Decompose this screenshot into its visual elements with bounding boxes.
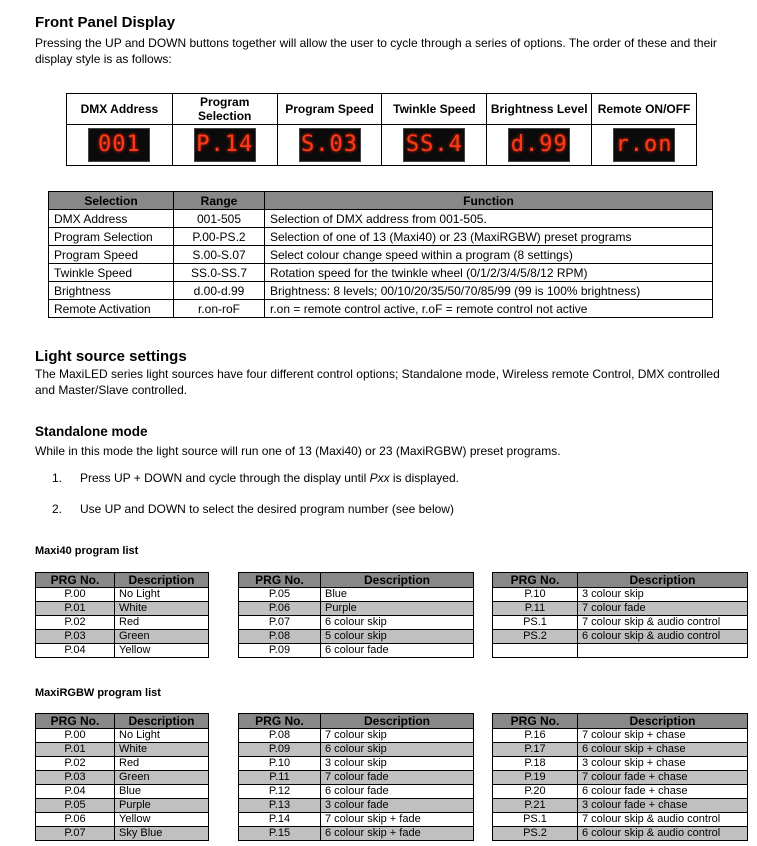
description-cell: 7 colour skip + chase bbox=[578, 729, 748, 743]
selection-cell: Twinkle Speed bbox=[49, 264, 174, 282]
prg-no-cell: P.15 bbox=[239, 827, 321, 841]
table-row bbox=[36, 630, 209, 644]
table-row bbox=[493, 743, 748, 757]
display-cell bbox=[487, 125, 592, 166]
selection-cell: Program Speed bbox=[49, 246, 174, 264]
table-row bbox=[239, 602, 474, 616]
standalone-text: While in this mode the light source will run one of 13 (Maxi40) or 23 (MaxiRGBW) preset programs. bbox=[35, 444, 561, 458]
display-label: Remote ON/OFF bbox=[592, 94, 697, 125]
selection-cell: DMX Address bbox=[49, 210, 174, 228]
description-cell: Sky Blue bbox=[115, 827, 209, 841]
step-text: is displayed. bbox=[389, 471, 459, 485]
table-row bbox=[493, 799, 748, 813]
front-panel-intro: Pressing the UP and DOWN buttons together will allow the user to cycle through a series of options. The order of these and their display style is as follows: bbox=[35, 36, 717, 66]
description-cell: Purple bbox=[115, 799, 209, 813]
step-number: 2. bbox=[52, 502, 63, 516]
description-cell: 6 colour fade bbox=[321, 785, 474, 799]
range-cell: d.00-d.99 bbox=[174, 282, 265, 300]
description-cell: Green bbox=[115, 771, 209, 785]
col-description: Description bbox=[321, 714, 474, 729]
prg-no-cell: P.10 bbox=[239, 757, 321, 771]
range-cell: SS.0-SS.7 bbox=[174, 264, 265, 282]
description-cell: Purple bbox=[321, 602, 474, 616]
table-row bbox=[239, 813, 474, 827]
prg-no-cell: P.02 bbox=[36, 757, 115, 771]
table-row bbox=[493, 588, 748, 602]
description-cell: 6 colour skip bbox=[321, 743, 474, 757]
table-row bbox=[36, 785, 209, 799]
description-cell: 6 colour fade bbox=[321, 644, 474, 658]
step-text: Use UP and DOWN to select the desired program number (see below) bbox=[80, 502, 454, 516]
col-function: Function bbox=[265, 192, 713, 210]
prg-no-cell: P.08 bbox=[239, 630, 321, 644]
display-label: Brightness Level bbox=[487, 94, 592, 125]
table-row bbox=[36, 813, 209, 827]
function-cell: Brightness: 8 levels; 00/10/20/35/50/70/85/99 (99 is 100% brightness) bbox=[265, 282, 713, 300]
function-cell: Selection of DMX address from 001-505. bbox=[265, 210, 713, 228]
prg-no-cell: P.04 bbox=[36, 785, 115, 799]
function-cell: Rotation speed for the twinkle wheel (0/1/2/3/4/5/8/12 RPM) bbox=[265, 264, 713, 282]
description-cell: Red bbox=[115, 616, 209, 630]
col-selection: Selection bbox=[49, 192, 174, 210]
prg-no-cell: P.02 bbox=[36, 616, 115, 630]
display-label: DMX Address bbox=[67, 94, 173, 125]
maxi40-program-table bbox=[492, 572, 748, 658]
prg-no-cell: P.16 bbox=[493, 729, 578, 743]
prg-no-cell: P.07 bbox=[36, 827, 115, 841]
prg-no-cell: P.05 bbox=[239, 588, 321, 602]
description-cell: 7 colour fade + chase bbox=[578, 771, 748, 785]
prg-no-cell: P.01 bbox=[36, 602, 115, 616]
table-row bbox=[239, 616, 474, 630]
light-source-heading: Light source settings bbox=[35, 348, 187, 365]
led-readout: S.03 bbox=[299, 128, 361, 162]
prg-no-cell: P.01 bbox=[36, 743, 115, 757]
maxirgbw-heading: MaxiRGBW program list bbox=[35, 687, 161, 699]
col-prg-no: PRG No. bbox=[493, 714, 578, 729]
description-cell: No Light bbox=[115, 729, 209, 743]
description-cell: White bbox=[115, 743, 209, 757]
prg-no-cell: P.14 bbox=[239, 813, 321, 827]
display-cell bbox=[67, 125, 173, 166]
table-row bbox=[493, 616, 748, 630]
prg-no-cell: PS.1 bbox=[493, 813, 578, 827]
standalone-heading: Standalone mode bbox=[35, 424, 148, 439]
table-row bbox=[493, 771, 748, 785]
prg-no-cell: PS.2 bbox=[493, 827, 578, 841]
table-row bbox=[49, 210, 713, 228]
prg-no-cell: P.18 bbox=[493, 757, 578, 771]
prg-no-cell: PS.2 bbox=[493, 630, 578, 644]
description-cell: 7 colour skip & audio control bbox=[578, 616, 748, 630]
description-cell: Yellow bbox=[115, 813, 209, 827]
prg-no-cell: PS.1 bbox=[493, 616, 578, 630]
function-cell: Selection of one of 13 (Maxi40) or 23 (MaxiRGBW) preset programs bbox=[265, 228, 713, 246]
prg-no-cell: P.17 bbox=[493, 743, 578, 757]
selection-cell: Brightness bbox=[49, 282, 174, 300]
col-prg-no: PRG No. bbox=[36, 714, 115, 729]
led-readout: r.on bbox=[613, 128, 675, 162]
description-cell: 3 colour fade bbox=[321, 799, 474, 813]
light-source-text: The MaxiLED series light sources have four different control options; Standalone mode, Wireless remote Control, DMX controlled and Master/Slave controlled. bbox=[35, 367, 720, 397]
display-label: Twinkle Speed bbox=[382, 94, 487, 125]
description-cell: 6 colour skip & audio control bbox=[578, 827, 748, 841]
table-row bbox=[36, 644, 209, 658]
range-cell: 001-505 bbox=[174, 210, 265, 228]
description-cell: 3 colour fade + chase bbox=[578, 799, 748, 813]
prg-no-cell: P.10 bbox=[493, 588, 578, 602]
maxirgbw-program-table bbox=[492, 713, 748, 841]
table-row bbox=[239, 799, 474, 813]
range-cell: P.00-PS.2 bbox=[174, 228, 265, 246]
table-row bbox=[49, 264, 713, 282]
prg-no-cell: P.11 bbox=[239, 771, 321, 785]
table-row bbox=[49, 300, 713, 318]
prg-no-cell: P.21 bbox=[493, 799, 578, 813]
standalone-steps bbox=[52, 470, 459, 517]
col-description: Description bbox=[578, 714, 748, 729]
description-cell: 6 colour fade + chase bbox=[578, 785, 748, 799]
front-panel-heading: Front Panel Display bbox=[35, 14, 176, 31]
table-row bbox=[49, 282, 713, 300]
step-number: 1. bbox=[52, 471, 63, 485]
table-row bbox=[493, 827, 748, 841]
display-cell bbox=[592, 125, 697, 166]
display-label: Program Selection bbox=[172, 94, 277, 125]
display-cell bbox=[172, 125, 277, 166]
description-cell: No Light bbox=[115, 588, 209, 602]
step-item bbox=[52, 470, 459, 486]
table-row bbox=[493, 785, 748, 799]
col-description: Description bbox=[578, 573, 748, 588]
prg-no-cell: P.08 bbox=[239, 729, 321, 743]
description-cell: 6 colour skip + chase bbox=[578, 743, 748, 757]
prg-no-cell: P.09 bbox=[239, 644, 321, 658]
led-readout: SS.4 bbox=[403, 128, 465, 162]
description-cell: Green bbox=[115, 630, 209, 644]
prg-no-cell: P.00 bbox=[36, 588, 115, 602]
prg-no-cell: P.13 bbox=[239, 799, 321, 813]
prg-no-cell: P.06 bbox=[239, 602, 321, 616]
table-row bbox=[36, 602, 209, 616]
maxirgbw-program-table bbox=[35, 713, 209, 841]
table-row bbox=[36, 743, 209, 757]
description-cell: 7 colour skip bbox=[321, 729, 474, 743]
table-row bbox=[49, 228, 713, 246]
table-row bbox=[493, 630, 748, 644]
table-row bbox=[49, 246, 713, 264]
col-range: Range bbox=[174, 192, 265, 210]
description-cell: 7 colour fade bbox=[578, 602, 748, 616]
selection-cell: Program Selection bbox=[49, 228, 174, 246]
prg-no-cell: P.05 bbox=[36, 799, 115, 813]
led-readout: d.99 bbox=[508, 128, 570, 162]
prg-no-cell: P.20 bbox=[493, 785, 578, 799]
col-description: Description bbox=[115, 573, 209, 588]
prg-no-cell: P.11 bbox=[493, 602, 578, 616]
display-label: Program Speed bbox=[277, 94, 382, 125]
description-cell: Yellow bbox=[115, 644, 209, 658]
prg-no-cell: P.06 bbox=[36, 813, 115, 827]
description-cell bbox=[578, 644, 748, 658]
led-readout: P.14 bbox=[194, 128, 256, 162]
display-table bbox=[66, 93, 697, 166]
table-row bbox=[36, 729, 209, 743]
selection-table bbox=[48, 191, 713, 318]
table-row bbox=[493, 757, 748, 771]
table-row bbox=[239, 785, 474, 799]
maxi40-heading: Maxi40 program list bbox=[35, 545, 139, 557]
table-row bbox=[36, 616, 209, 630]
function-cell: Select colour change speed within a program (8 settings) bbox=[265, 246, 713, 264]
table-row bbox=[239, 588, 474, 602]
table-row bbox=[36, 827, 209, 841]
table-row bbox=[239, 630, 474, 644]
table-row bbox=[239, 757, 474, 771]
table-row bbox=[36, 588, 209, 602]
prg-no-cell: P.00 bbox=[36, 729, 115, 743]
description-cell: Red bbox=[115, 757, 209, 771]
description-cell: 6 colour skip & audio control bbox=[578, 630, 748, 644]
col-prg-no: PRG No. bbox=[239, 714, 321, 729]
maxirgbw-program-table bbox=[238, 713, 474, 841]
prg-no-cell: P.07 bbox=[239, 616, 321, 630]
table-row bbox=[493, 602, 748, 616]
table-row bbox=[36, 771, 209, 785]
description-cell: 5 colour skip bbox=[321, 630, 474, 644]
col-prg-no: PRG No. bbox=[493, 573, 578, 588]
prg-no-cell: P.19 bbox=[493, 771, 578, 785]
table-row bbox=[493, 644, 748, 658]
display-cell bbox=[382, 125, 487, 166]
description-cell: White bbox=[115, 602, 209, 616]
table-row bbox=[36, 799, 209, 813]
prg-no-cell: P.09 bbox=[239, 743, 321, 757]
col-description: Description bbox=[321, 573, 474, 588]
description-cell: 3 colour skip bbox=[578, 588, 748, 602]
description-cell: 6 colour skip bbox=[321, 616, 474, 630]
description-cell: 7 colour skip + fade bbox=[321, 813, 474, 827]
table-row bbox=[493, 729, 748, 743]
description-cell: 3 colour skip bbox=[321, 757, 474, 771]
col-description: Description bbox=[115, 714, 209, 729]
col-prg-no: PRG No. bbox=[239, 573, 321, 588]
description-cell: 3 colour skip + chase bbox=[578, 757, 748, 771]
table-row bbox=[239, 644, 474, 658]
prg-no-cell: P.04 bbox=[36, 644, 115, 658]
description-cell: 7 colour fade bbox=[321, 771, 474, 785]
maxi40-program-table bbox=[35, 572, 209, 658]
description-cell: 7 colour skip & audio control bbox=[578, 813, 748, 827]
table-row bbox=[239, 729, 474, 743]
prg-no-cell: P.03 bbox=[36, 630, 115, 644]
table-row bbox=[493, 813, 748, 827]
table-row bbox=[36, 757, 209, 771]
description-cell: Blue bbox=[321, 588, 474, 602]
display-cell bbox=[277, 125, 382, 166]
step-text: Pxx bbox=[369, 471, 390, 485]
step-text: Press UP + DOWN and cycle through the display until bbox=[80, 471, 370, 485]
step-item bbox=[52, 501, 459, 517]
led-readout: 001 bbox=[88, 128, 150, 162]
col-prg-no: PRG No. bbox=[36, 573, 115, 588]
table-row bbox=[239, 743, 474, 757]
description-cell: Blue bbox=[115, 785, 209, 799]
maxi40-program-table bbox=[238, 572, 474, 658]
description-cell: 6 colour skip + fade bbox=[321, 827, 474, 841]
range-cell: S.00-S.07 bbox=[174, 246, 265, 264]
selection-cell: Remote Activation bbox=[49, 300, 174, 318]
range-cell: r.on-roF bbox=[174, 300, 265, 318]
table-row bbox=[239, 827, 474, 841]
prg-no-cell bbox=[493, 644, 578, 658]
prg-no-cell: P.12 bbox=[239, 785, 321, 799]
prg-no-cell: P.03 bbox=[36, 771, 115, 785]
function-cell: r.on = remote control active, r.oF = remote control not active bbox=[265, 300, 713, 318]
table-row bbox=[239, 771, 474, 785]
